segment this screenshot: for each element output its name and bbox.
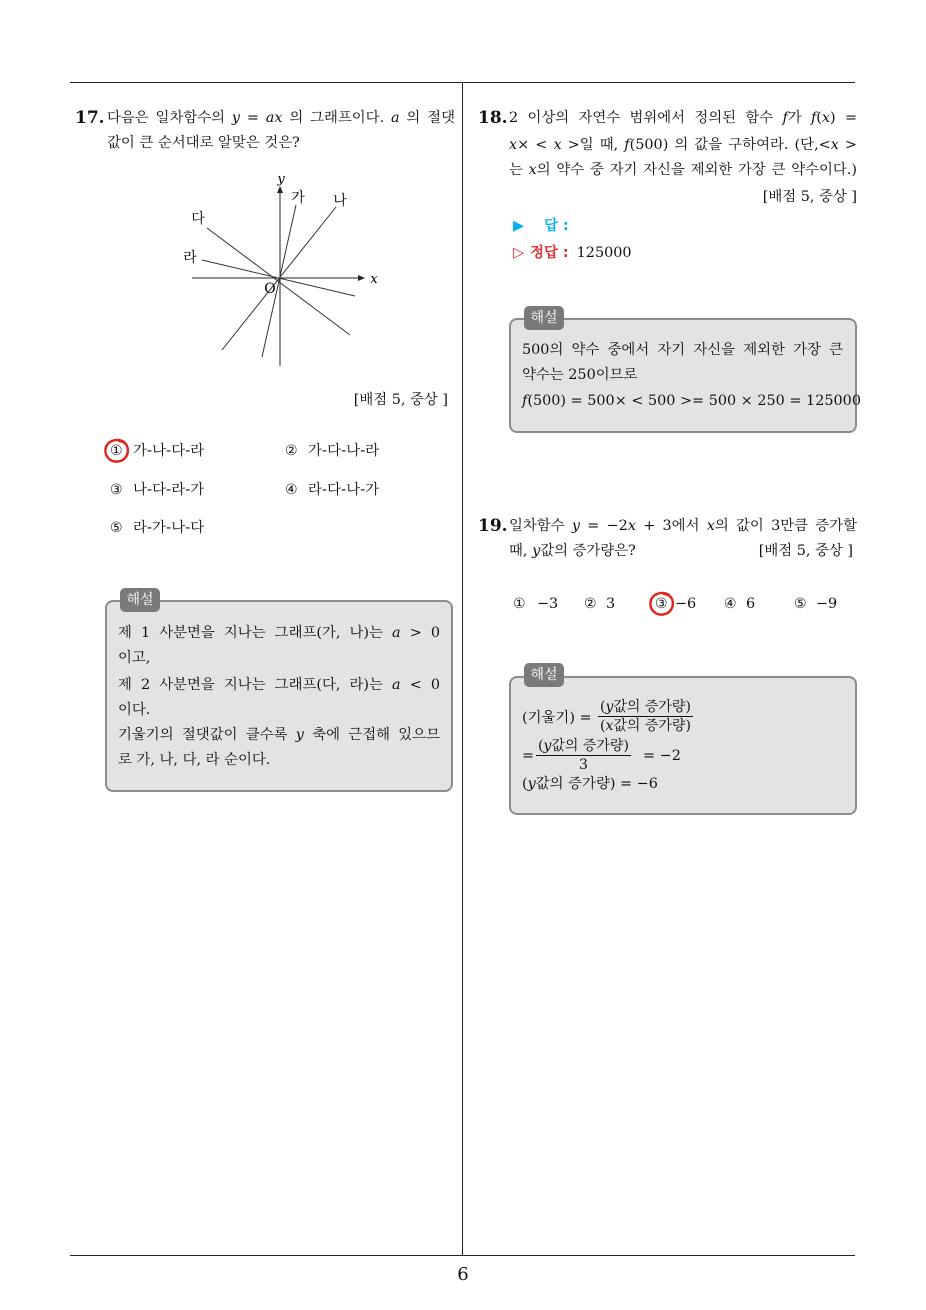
choice-number: ② <box>285 443 298 459</box>
outline-triangle-icon: ▷ <box>513 245 525 261</box>
explanation-text: > 0 <box>400 625 440 641</box>
math-variable: y <box>532 543 541 559</box>
correct-answer-value: 125000 <box>576 245 632 261</box>
question-18-score: [배점 5, 중상 ] <box>762 189 857 205</box>
stem-text: 가 <box>787 110 811 126</box>
increase-fraction <box>536 737 631 774</box>
math-variable: a <box>391 110 400 126</box>
graph-line-da <box>207 228 350 335</box>
y-axis-arrow-icon <box>277 186 283 193</box>
choice-number: ① <box>513 596 526 612</box>
column-divider <box>462 82 463 1255</box>
graph-label-da: 다 <box>191 211 205 227</box>
fraction-denominator <box>598 717 693 735</box>
explanation-text: < 0 <box>400 677 440 693</box>
stem-text: 의 절댓 <box>399 110 455 126</box>
slope-value: = −2 <box>643 748 681 764</box>
question-17-number: 17. <box>75 108 105 128</box>
explanation-text: 값의 증가량) = −6 <box>535 776 658 792</box>
math-variable: x <box>509 137 518 153</box>
choice-number: ② <box>584 596 597 612</box>
math-symbol: × < <box>517 137 554 153</box>
answer-circle-mark <box>103 438 131 464</box>
math-symbol: > <box>838 137 857 153</box>
question-17-choice-3[interactable] <box>110 480 204 500</box>
explanation-text: 값의 증가량) <box>613 699 691 715</box>
question-19-number: 19. <box>478 516 508 536</box>
choice-number: ⑤ <box>110 520 123 536</box>
math-symbol: ( <box>816 110 822 126</box>
question-17-stem-line-2: 값이 큰 순서대로 알맞은 것은? <box>107 135 300 151</box>
math-variable: x <box>706 518 715 534</box>
question-17-score: [배점 5, 중상 ] <box>353 392 448 408</box>
explanation-tab: 해설 <box>524 306 564 330</box>
question-19-score: [배점 5, 중상 ] <box>758 543 853 559</box>
stem-text: 2 이상의 자연수 범위에서 정의된 함수 <box>509 110 783 126</box>
question-19-choice-4[interactable] <box>724 594 755 614</box>
math-variable: y <box>605 699 614 715</box>
graph-label-ra: 라 <box>183 250 197 266</box>
stem-text: 값의 증가량은? <box>540 543 636 559</box>
linear-function-graph <box>175 170 385 375</box>
choice-number: ③ <box>655 596 668 612</box>
choice-text: 라-가-나-다 <box>133 520 205 536</box>
slope-lhs: (기울기) = <box>522 710 592 726</box>
math-symbol: ( <box>600 699 606 715</box>
math-variable: x <box>627 518 636 534</box>
explanation-tab: 해설 <box>524 663 564 687</box>
explanation-line-6: 로 가, 나, 다, 라 순이다. <box>118 752 271 768</box>
stem-text: 는 <box>509 162 529 178</box>
page-number: 6 <box>457 1264 469 1285</box>
math-variable: f <box>810 110 817 126</box>
question-18-stem-line-3 <box>509 160 857 180</box>
graph-label-na: 나 <box>333 193 347 209</box>
graph-label-ga: 가 <box>291 190 305 206</box>
correct-answer-label: 정답 : <box>530 245 569 261</box>
question-17-choice-5[interactable] <box>110 518 204 538</box>
stem-text: >일 때, <box>561 137 625 153</box>
math-variable: y <box>527 776 536 792</box>
question-17-choice-2[interactable] <box>285 441 379 461</box>
choice-text: 가-나-다-라 <box>133 443 205 459</box>
math-symbol: ) = <box>830 110 858 126</box>
choice-number: ① <box>110 443 123 459</box>
math-symbol: ( <box>538 738 544 754</box>
question-18-stem-line-1 <box>509 108 857 128</box>
explanation-line-3 <box>522 391 861 411</box>
math-variable: x <box>830 137 839 153</box>
stem-text: 의 그래프이다. <box>282 110 391 126</box>
math-variable: f <box>624 137 630 153</box>
math-symbol: ( <box>600 718 606 734</box>
explanation-text: 기울기의 절댓값이 클수록 <box>118 727 296 743</box>
math-symbol: = −2 <box>580 518 628 534</box>
stem-text: 의 값이 3만큼 증가할 <box>714 518 858 534</box>
explanation-text: (500) = 500× < 500 >= 500 × 250 = 125000 <box>527 393 861 409</box>
math-variable: x <box>553 137 562 153</box>
question-19-stem-line-2 <box>509 541 636 561</box>
choice-number: ⑤ <box>794 596 807 612</box>
explanation-tab: 해설 <box>120 588 160 612</box>
math-variable: y <box>295 727 304 743</box>
math-variable: x <box>821 110 831 126</box>
math-variable: a <box>392 625 401 641</box>
stem-text: + 3에서 <box>635 518 707 534</box>
math-variable: y <box>571 518 581 534</box>
y-axis-label: y <box>277 172 285 187</box>
choice-number: ④ <box>285 482 298 498</box>
explanation-line-2: 약수는 250이므로 <box>522 367 638 383</box>
math-variable: a <box>392 677 401 693</box>
fraction-numerator <box>598 698 693 717</box>
math-variable: x <box>528 162 537 178</box>
correct-answer <box>513 243 632 263</box>
question-18-number: 18. <box>478 108 508 128</box>
explanation-text: 값의 증가량) <box>613 718 691 734</box>
slope-fraction <box>598 698 693 735</box>
play-triangle-icon: ▶ <box>513 218 525 234</box>
choice-text: −9 <box>816 596 838 612</box>
explanation-text: 제 2 사분면을 지나는 그래프(다, 라)는 <box>118 677 393 693</box>
math-variable: f <box>522 393 528 409</box>
stem-text: 일차함수 <box>509 518 572 534</box>
x-axis-label: x <box>370 272 378 287</box>
choice-text: 3 <box>606 596 616 612</box>
math-expression: y = ax <box>231 110 283 126</box>
choice-number: ③ <box>110 482 123 498</box>
choice-text: 나-다-라-가 <box>133 482 205 498</box>
answer-label: 답 : <box>544 218 569 234</box>
question-19-choice-3[interactable] <box>655 594 696 614</box>
origin-label: O <box>264 281 276 297</box>
choice-text: 가-다-나-라 <box>308 443 380 459</box>
explanation-line-3 <box>118 675 440 695</box>
explanation-text: 값의 증가량) <box>551 738 629 754</box>
explanation-line-1: 500의 약수 중에서 자기 자신을 제외한 가장 큰 <box>522 342 843 358</box>
bottom-rule <box>70 1255 855 1256</box>
answer-circle-mark <box>648 591 676 617</box>
explanation-line-2: 이고, <box>118 650 151 666</box>
answer-field[interactable] <box>513 216 569 236</box>
fraction-numerator <box>536 737 631 756</box>
explanation-line-4: 이다. <box>118 702 151 718</box>
math-variable: x <box>605 718 614 734</box>
choice-text: −6 <box>675 596 697 612</box>
choice-text: 라-다-나-가 <box>308 482 380 498</box>
stem-text: 다음은 일차함수의 <box>107 110 232 126</box>
math-symbol: ( <box>522 776 528 792</box>
question-19-choice-2[interactable] <box>584 594 615 614</box>
question-19-choice-5[interactable] <box>794 594 837 614</box>
choice-number: ④ <box>724 596 737 612</box>
choice-text: −3 <box>537 596 559 612</box>
question-17-stem-line-1 <box>107 108 455 128</box>
fraction-denominator: 3 <box>579 757 588 773</box>
explanation-result <box>522 774 658 794</box>
explanation-line-5 <box>118 725 440 745</box>
math-variable: y <box>543 738 552 754</box>
question-19-stem-line-1 <box>509 516 857 536</box>
explanation-line-1 <box>118 623 440 643</box>
math-variable: f <box>782 110 788 126</box>
stem-text: 때, <box>509 543 533 559</box>
explanation-text: 축에 근접해 있으므 <box>303 727 440 743</box>
stem-text: (500) 의 값을 구하여라. (단,< <box>629 137 831 153</box>
question-18-stem-line-2 <box>509 135 857 155</box>
choice-text: 6 <box>746 596 756 612</box>
stem-text: 의 약수 중 자기 자신을 제외한 가장 큰 약수이다.) <box>536 162 857 178</box>
question-17-choice-4[interactable] <box>285 480 379 500</box>
question-19-choice-1[interactable] <box>513 594 558 614</box>
equals-sign: = <box>522 748 535 764</box>
question-17-choice-1[interactable] <box>110 441 204 461</box>
x-axis-arrow-icon <box>358 275 365 281</box>
explanation-text: 제 1 사분면을 지나는 그래프(가, 나)는 <box>118 625 393 641</box>
